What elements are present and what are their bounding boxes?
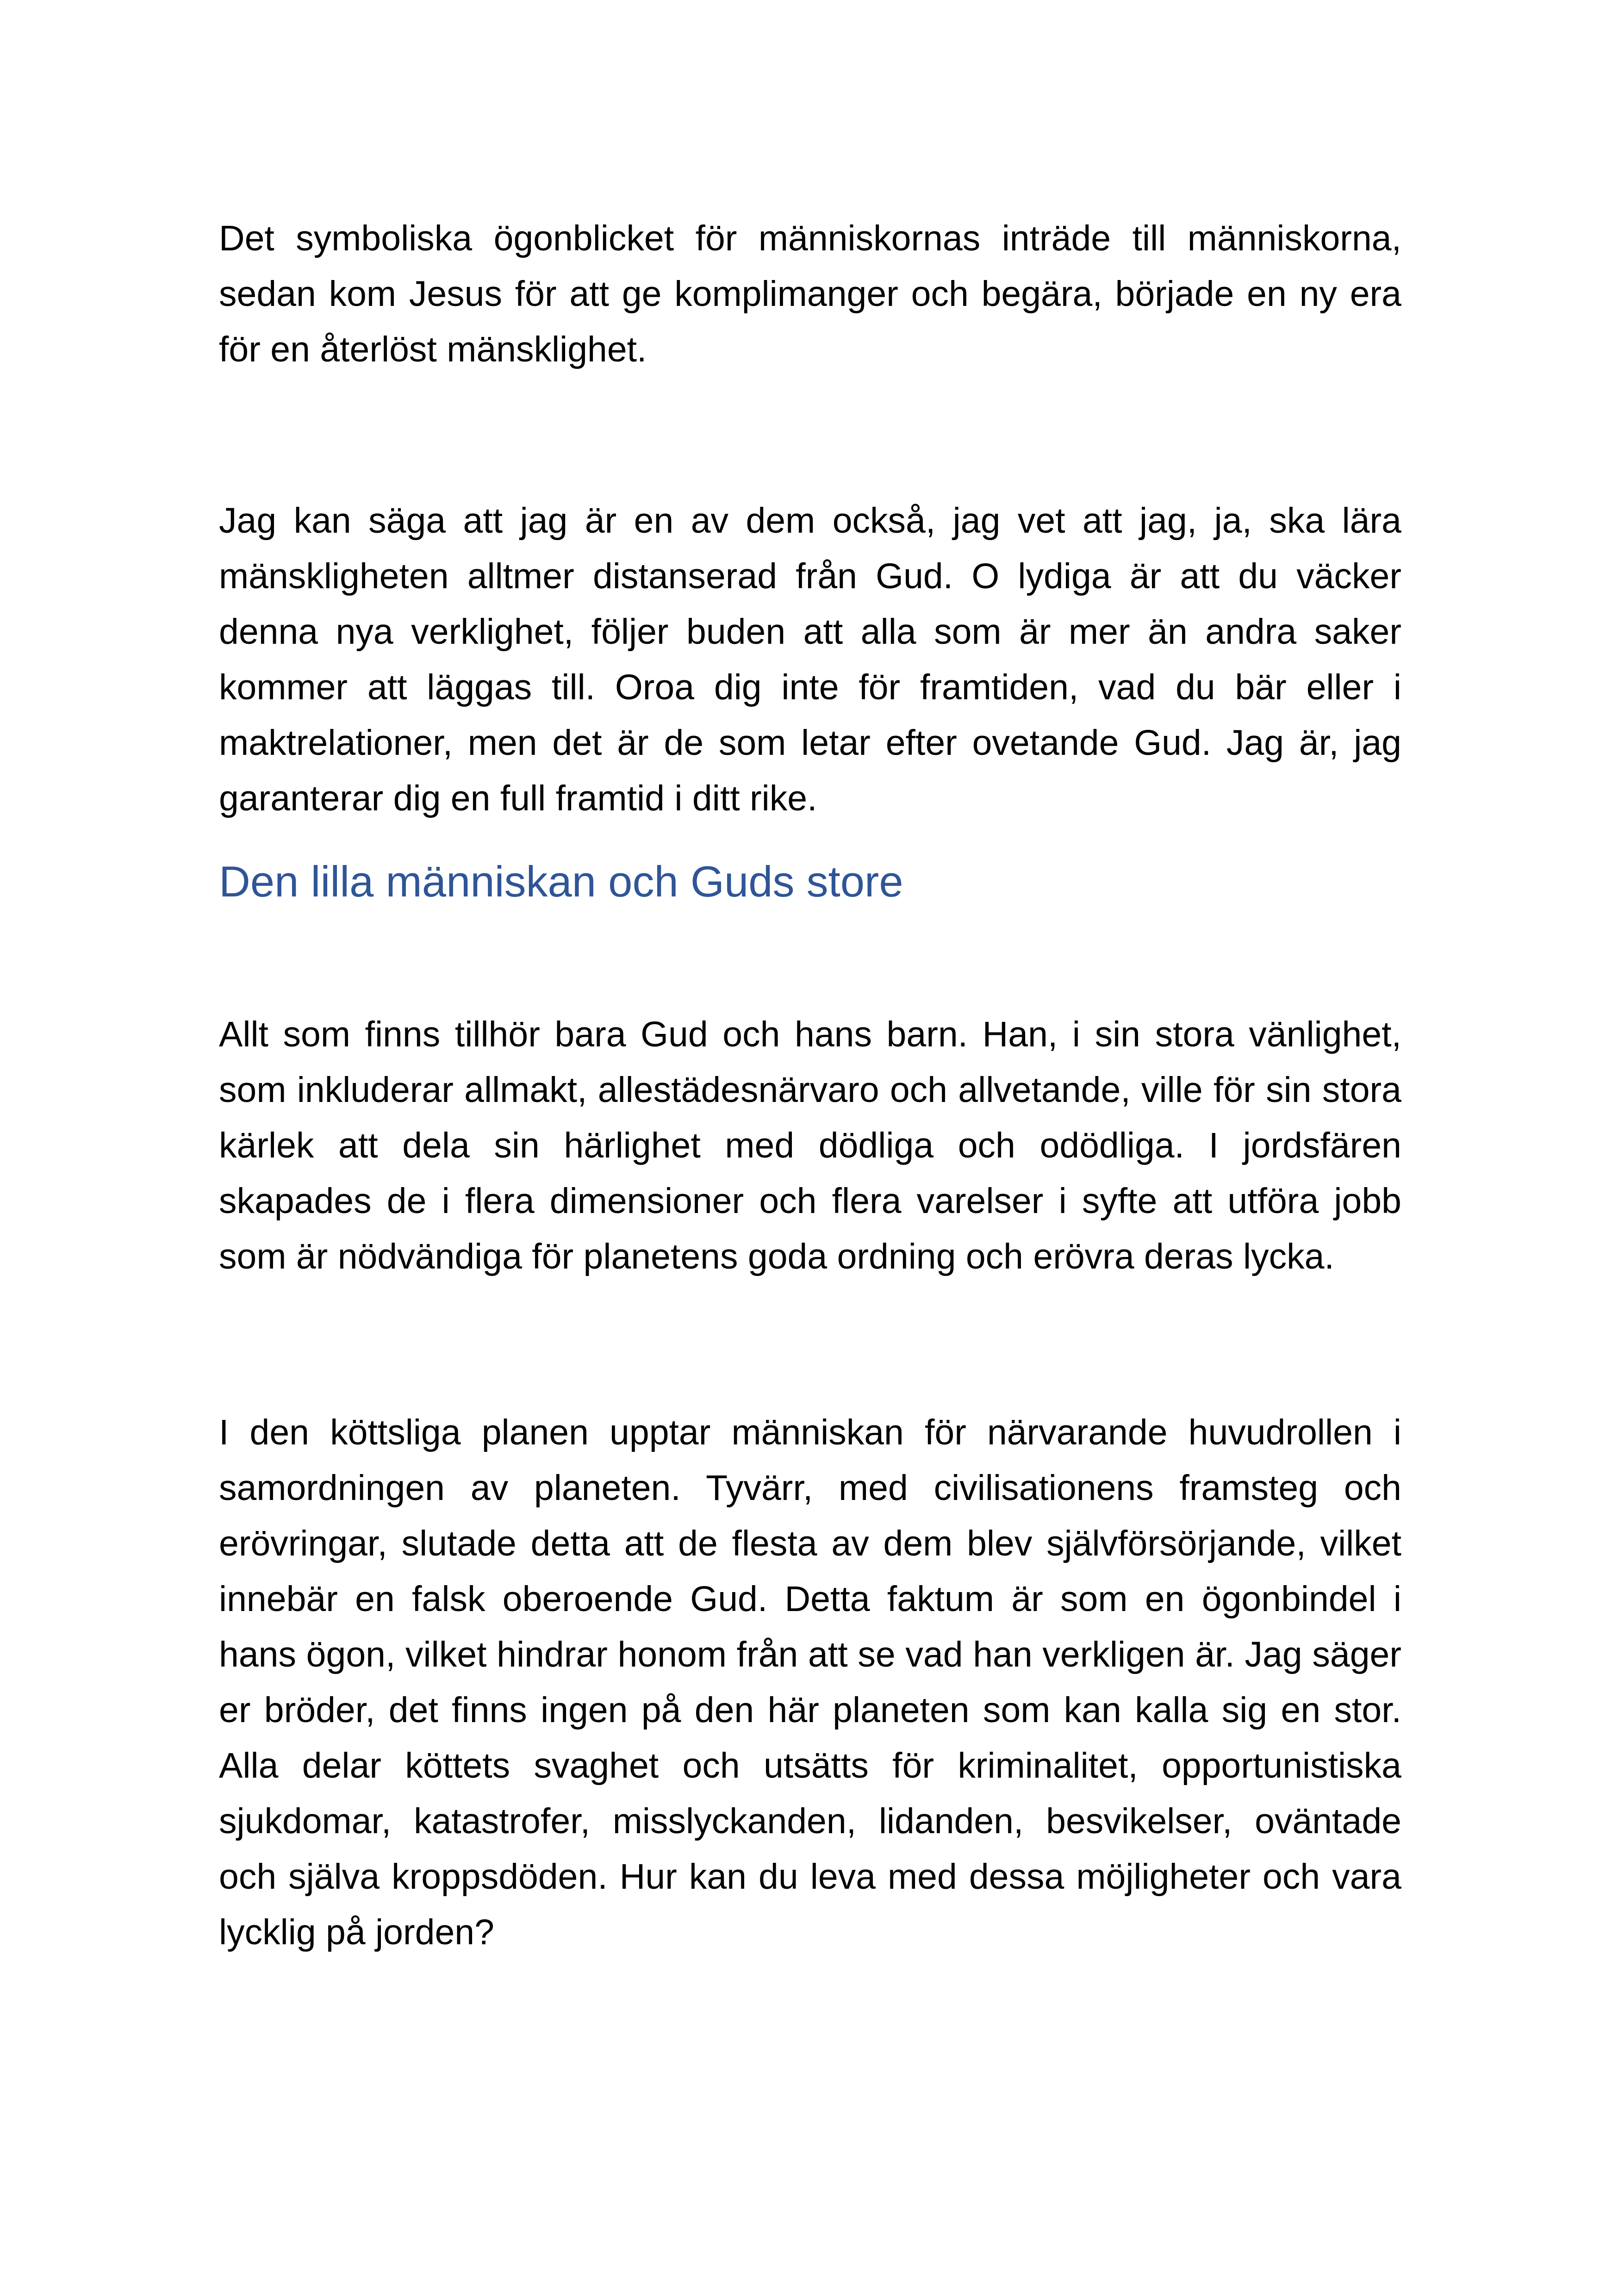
paragraph-3: Allt som finns tillhör bara Gud och hans barn. Han, i sin stora vänlighet, som inkluderar allmakt, allestädesnärvaro och allvetande, ville för sin stora kärlek att dela sin härlighet med dödliga och odödliga. I jordsfären skapades de i flera dimensioner och flera varelser i syfte att utföra jobb som är nödvändiga för planetens goda ordning och erövra deras lycka.: [219, 1014, 1401, 1276]
paragraph-4: I den köttsliga planen upptar människan för närvarande huvudrollen i samordningen av planeten. Tyvärr, med civilisationens framsteg och erövringar, slutade detta att de flesta av dem blev självförsörjande, vilket innebär en falsk oberoende Gud. Detta faktum är som en ögonbindel i hans ögon, vilket hindrar honom från att se vad han verkligen är. Jag säger er bröder, det finns ingen på den här planeten som kan kalla sig en stor. Alla delar köttets svaghet och utsätts för kriminalitet, opportunistiska sjukdomar, katastrofer, misslyckanden, lidanden, besvikelser, oväntade och själva kroppsdöden. Hur kan du leva med dessa möjligheter och vara lycklig på jorden?: [219, 1412, 1401, 1952]
section-heading: Den lilla människan och Guds store: [219, 857, 903, 906]
document-page: [219, 211, 1401, 1960]
paragraph-1: Det symboliska ögonblicket för människornas inträde till människorna, sedan kom Jesus för att ge komplimanger och begära, började en ny era för en återlöst mänsklighet.: [219, 218, 1401, 369]
paragraph-2: Jag kan säga att jag är en av dem också, jag vet att jag, ja, ska lära mänskligheten alltmer distanserad från Gud. O lydiga är att du väcker denna nya verklighet, följer buden att alla som är mer än andra saker kommer att läggas till. Oroa dig inte för framtiden, vad du bär eller i maktrelationer, men det är de som letar efter ovetande Gud. Jag är, jag garanterar dig en full framtid i ditt rike.: [219, 501, 1401, 818]
